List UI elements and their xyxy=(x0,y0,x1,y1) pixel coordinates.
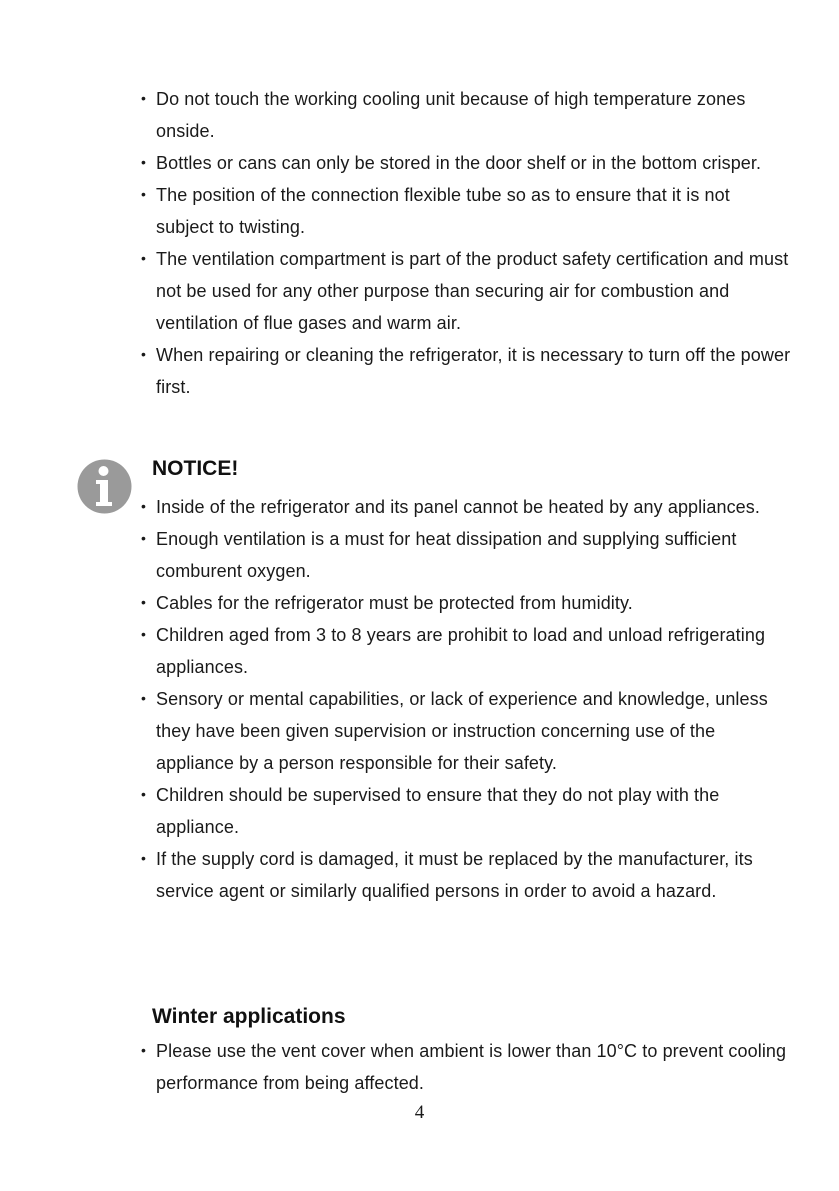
page-number: 4 xyxy=(414,1102,425,1123)
safety-list xyxy=(141,83,791,403)
info-icon xyxy=(77,459,132,514)
list-item: • The position of the connection flexible tube so as to ensure that it is not subject to twisting. xyxy=(141,179,791,243)
list-item: • Cables for the refrigerator must be protected from humidity. xyxy=(141,587,791,619)
list-item: • When repairing or cleaning the refrigerator, it is necessary to turn off the power first. xyxy=(141,339,791,403)
list-item: • Bottles or cans can only be stored in the door shelf or in the bottom crisper. xyxy=(141,147,791,179)
list-item: • The ventilation compartment is part of the product safety certification and must not be used for any other purpose than securing air for combustion and ventilation of flue gases and warm air. xyxy=(141,243,791,339)
list-item: • Children aged from 3 to 8 years are prohibit to load and unload refrigerating appliances. xyxy=(141,619,791,683)
notice-list xyxy=(141,491,791,907)
list-item: • Children should be supervised to ensure that they do not play with the appliance. xyxy=(141,779,791,843)
list-item: • Inside of the refrigerator and its panel cannot be heated by any appliances. xyxy=(141,491,791,523)
winter-list xyxy=(141,1035,791,1099)
list-item: • If the supply cord is damaged, it must be replaced by the manufacturer, its service agent or similarly qualified persons in order to avoid a hazard. xyxy=(141,843,791,907)
list-item: • Please use the vent cover when ambient is lower than 10°C to prevent cooling performance from being affected. xyxy=(141,1035,791,1099)
list-item: • Do not touch the working cooling unit because of high temperature zones onside. xyxy=(141,83,791,147)
list-item: • Sensory or mental capabilities, or lack of experience and knowledge, unless they have been given supervision or instruction concerning use of the appliance by a person responsible for their safety. xyxy=(141,683,791,779)
winter-heading: Winter applications xyxy=(152,1005,346,1028)
notice-heading: NOTICE! xyxy=(152,457,239,480)
list-item: • Enough ventilation is a must for heat dissipation and supplying sufficient comburent oxygen. xyxy=(141,523,791,587)
